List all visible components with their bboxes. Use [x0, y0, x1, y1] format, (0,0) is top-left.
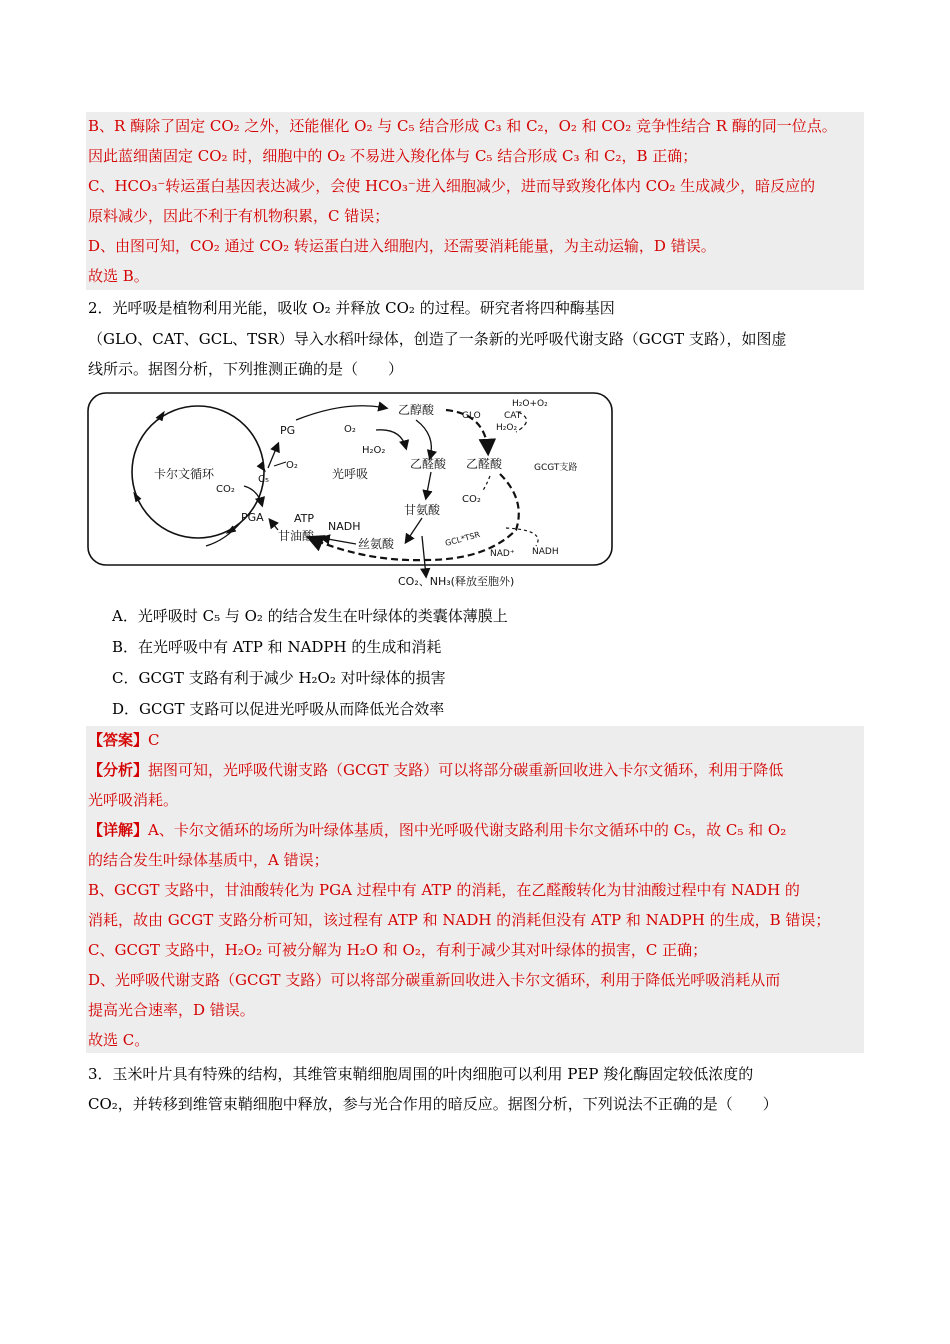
glycolic-acid-label: 乙醇酸: [398, 403, 435, 417]
c5-label: C₅: [258, 474, 269, 485]
serine-label: 丝氨酸: [358, 537, 395, 551]
answer-line: [88, 730, 160, 750]
detail-line-d1: D、光呼吸代谢支路（GCGT 支路）可以将部分碳重新回收进入卡尔文循环，利用于降低光呼吸消耗从而: [88, 971, 781, 989]
h2o2-label-b: H₂O₂: [496, 423, 518, 433]
detail-line-d2: 提高光合速率，D 错误。: [88, 1001, 255, 1019]
answer-value: C: [148, 731, 160, 749]
analysis-line2: 光呼吸消耗。: [88, 791, 179, 809]
analysis-tag: 【分析】: [88, 761, 149, 779]
analysis-line1: [88, 760, 783, 780]
pg-label: PG: [280, 424, 296, 437]
calvin-cycle-label: 卡尔文循环: [154, 467, 215, 481]
prev-detail-c-line2: 原料减少，因此不利于有机物积累，C 错误；: [88, 207, 390, 225]
option-b[interactable]: B．在光呼吸中有 ATP 和 NADPH 的生成和消耗: [112, 638, 442, 656]
q2-stem-line2: （GLO、CAT、GCL、TSR）导入水稻叶绿体，创造了一条新的光呼吸代谢支路（GCGT 支路），如图虚: [88, 330, 787, 348]
nadh-label-a: NADH: [328, 520, 361, 533]
glyoxylic-acid-label-1: 乙醛酸: [410, 457, 447, 471]
prev-detail-b-line1: B、R 酶除了固定 CO₂ 之外，还能催化 O₂ 与 C₅ 结合形成 C₃ 和 C₂，O₂ 和 CO₂ 竞争性结合 R 酶的同一位点。: [88, 117, 837, 135]
previous-answer-block: [86, 112, 864, 290]
q2-stem-line3: 线所示。据图分析，下列推测正确的是（ ）: [88, 360, 404, 378]
detail-line-a2: 的结合发生叶绿体基质中，A 错误；: [88, 851, 329, 869]
h2o-o2-label: H₂O+O₂: [512, 399, 548, 409]
co2-label-a: CO₂: [216, 484, 235, 495]
option-d[interactable]: D．GCGT 支路可以促进光呼吸从而降低光合效率: [112, 700, 445, 718]
prev-detail-c-line1: C、HCO₃⁻转运蛋白基因表达减少，会使 HCO₃⁻进入细胞减少，进而导致羧化体内 CO₂ 生成减少，暗反应的: [88, 177, 816, 195]
prev-detail-b-line2: 因此蓝细菌固定 CO₂ 时，细胞中的 O₂ 不易进入羧化体与 C₅ 结合形成 C₃ 和 C₂，B 正确；: [88, 147, 698, 165]
co2-label-b: CO₂: [462, 494, 481, 505]
detail-line-b2: 消耗，故由 GCGT 支路分析可知，该过程有 ATP 和 NADH 的消耗但没有 ATP 和 NADPH 的生成，B 错误；: [88, 911, 831, 929]
release-label: CO₂、NH₃(释放至胞外): [398, 575, 515, 588]
photorespiration-label: 光呼吸: [332, 467, 369, 481]
nad-plus-label: NAD⁺: [490, 549, 515, 559]
photorespiration-diagram: [86, 390, 616, 590]
prev-detail-d-line: D、由图可知，CO₂ 通过 CO₂ 转运蛋白进入细胞内，还需要消耗能量，为主动运输，D 错误。: [88, 237, 716, 255]
h2o2-label-a: H₂O₂: [362, 445, 386, 456]
glo-label: GLO: [462, 411, 481, 421]
detail-line-a1: [88, 820, 786, 840]
detail-tag: 【详解】: [88, 821, 149, 839]
q3-stem-line1: 3．玉米叶片具有特殊的结构，其维管束鞘细胞周围的叶肉细胞可以利用 PEP 羧化酶固定较低浓度的: [88, 1065, 754, 1083]
q3-stem-line2: CO₂，并转移到维管束鞘细胞中释放，参与光合作用的暗反应。据图分析，下列说法不正确的是（ ）: [88, 1095, 778, 1113]
nadh-label-b: NADH: [532, 547, 559, 557]
option-c[interactable]: C．GCGT 支路有利于减少 H₂O₂ 对叶绿体的损害: [112, 669, 446, 687]
prev-choose: 故选 B。: [88, 267, 149, 285]
cat-label: CAT: [504, 411, 522, 421]
answer-tag: 【答案】: [88, 731, 149, 749]
o2-label-a: O₂: [286, 460, 298, 471]
q2-choose: 故选 C。: [88, 1031, 150, 1049]
detail-text-a1: A、卡尔文循环的场所为叶绿体基质，图中光呼吸代谢支路利用卡尔文循环中的 C₅，故 C₅ 和 O₂: [148, 821, 787, 839]
gcl-tsr-label: GCL*TSR: [444, 529, 482, 548]
detail-line-b1: B、GCGT 支路中，甘油酸转化为 PGA 过程中有 ATP 的消耗，在乙醛酸转化为甘油酸过程中有 NADH 的: [88, 881, 800, 899]
glyoxylic-acid-label-2: 乙醛酸: [466, 457, 503, 471]
pga-label: PGA: [241, 511, 264, 524]
glycine-label: 甘氨酸: [404, 503, 441, 517]
glyceric-acid-label: 甘油酸: [278, 529, 315, 543]
analysis-text-1: 据图可知，光呼吸代谢支路（GCGT 支路）可以将部分碳重新回收进入卡尔文循环，利用于降低: [148, 761, 784, 779]
option-a[interactable]: A．光呼吸时 C₅ 与 O₂ 的结合发生在叶绿体的类囊体薄膜上: [112, 607, 508, 625]
q2-stem-line1: 2．光呼吸是植物利用光能，吸收 O₂ 并释放 CO₂ 的过程。研究者将四种酶基因: [88, 299, 615, 317]
detail-line-c: C、GCGT 支路中，H₂O₂ 可被分解为 H₂O 和 O₂，有利于减少其对叶绿体的损害，C 正确；: [88, 941, 708, 959]
gcgt-branch-label: GCGT支路: [534, 463, 578, 473]
o2-label-b: O₂: [344, 424, 356, 435]
atp-label: ATP: [294, 512, 315, 525]
